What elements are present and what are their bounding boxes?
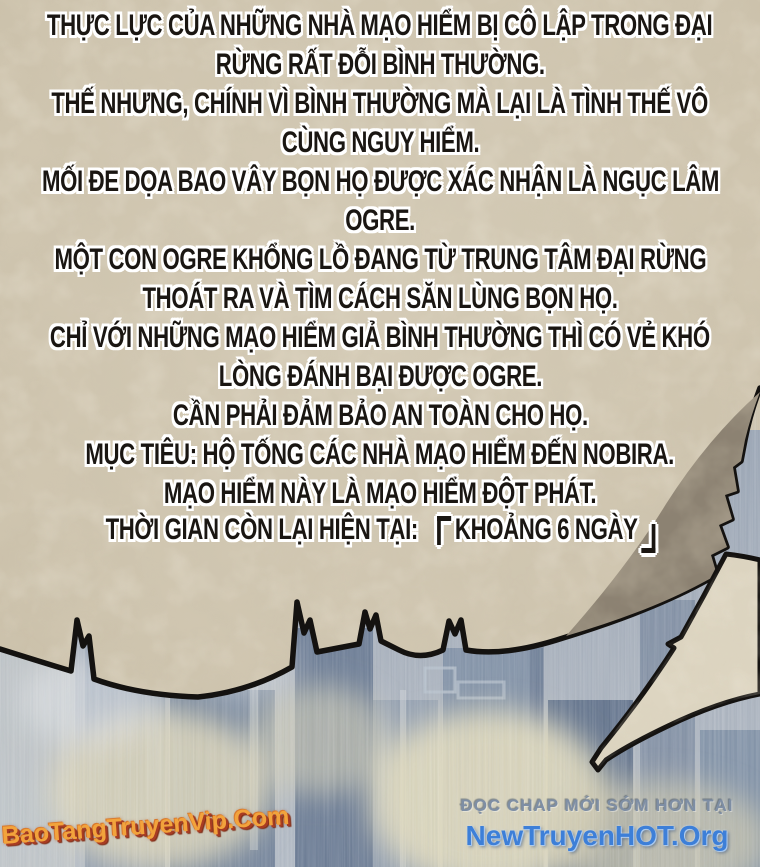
watermark-newtruyenhot [442, 796, 752, 852]
watermark-baotangtruyenvip: BaoTangTruyenVip.Com [0, 801, 291, 850]
narration-line-text: THOÁT RA VÀ TÌM CÁCH SĂN LÙNG BỌN HỌ. [142, 281, 618, 315]
narration-line-text: MẠO HIỂM NÀY LÀ MẠO HIỂM ĐỘT PHÁT. [163, 476, 597, 510]
narration-line [0, 318, 760, 357]
narration-line-text: RỪNG RẤT ĐỖI BÌNH THƯỜNG. [215, 47, 545, 81]
narration-line-text: CHỈ VỚI NHỮNG MẠO HIỂM GIẢ BÌNH THƯỜNG THÌ CÓ VẺ KHÓ [50, 320, 710, 354]
quote-bracket-close-icon [641, 524, 655, 553]
watermark-tagline: ĐỌC CHAP MỚI SỚM HƠN TẠI [460, 796, 734, 815]
narration-line [0, 357, 760, 396]
time-remaining-value: KHOẢNG 6 NGÀY [454, 512, 638, 546]
narration-line-text: THỰC LỰC CỦA NHỮNG NHÀ MẠO HIỂM BỊ CÔ LẬP TRONG ĐẠI [47, 8, 713, 42]
narration-line [0, 45, 760, 84]
narration-line-text: MỐI ĐE DỌA BAO VÂY BỌN HỌ ĐƯỢC XÁC NHẬN LÀ NGỤC LÂM [41, 164, 719, 198]
narration-line-text: MỤC TIÊU: HỘ TỐNG CÁC NHÀ MẠO HIỂM ĐẾN NOBIRA. [85, 437, 675, 471]
narration-lines [0, 6, 760, 513]
narration-line-text: THẾ NHƯNG, CHÍNH VÌ BÌNH THƯỜNG MÀ LẠI LÀ TÌNH THẾ VÔ [51, 86, 709, 120]
narration-line [0, 201, 760, 240]
quote-bracket-open-icon [437, 516, 451, 545]
narration-line-text: MỘT CON OGRE KHỔNG LỒ ĐANG TỪ TRUNG TÂM ĐẠI RỪNG [54, 242, 706, 276]
narration-line [0, 474, 760, 513]
narration-line-text: CẦN PHẢI ĐẢM BẢO AN TOÀN CHO HỌ. [172, 398, 588, 432]
narration-line-text: OGRE. [345, 203, 415, 237]
narration-line-time [0, 513, 760, 552]
narration-line [0, 6, 760, 45]
narration-line [0, 279, 760, 318]
narration-text [0, 6, 760, 552]
narration-line [0, 396, 760, 435]
narration-line-text: LÒNG ĐÁNH BẠI ĐƯỢC OGRE. [218, 359, 542, 393]
narration-line [0, 84, 760, 123]
narration-line [0, 123, 760, 162]
narration-line-text: CÙNG NGUY HIỂM. [281, 125, 479, 159]
watermark-site-url: NewTruyenHOT.Org [465, 820, 729, 851]
time-remaining-label: THỜI GIAN CÒN LẠI HIỆN TẠI: [105, 512, 418, 546]
narration-line [0, 162, 760, 201]
narration-line [0, 240, 760, 279]
narration-line [0, 435, 760, 474]
